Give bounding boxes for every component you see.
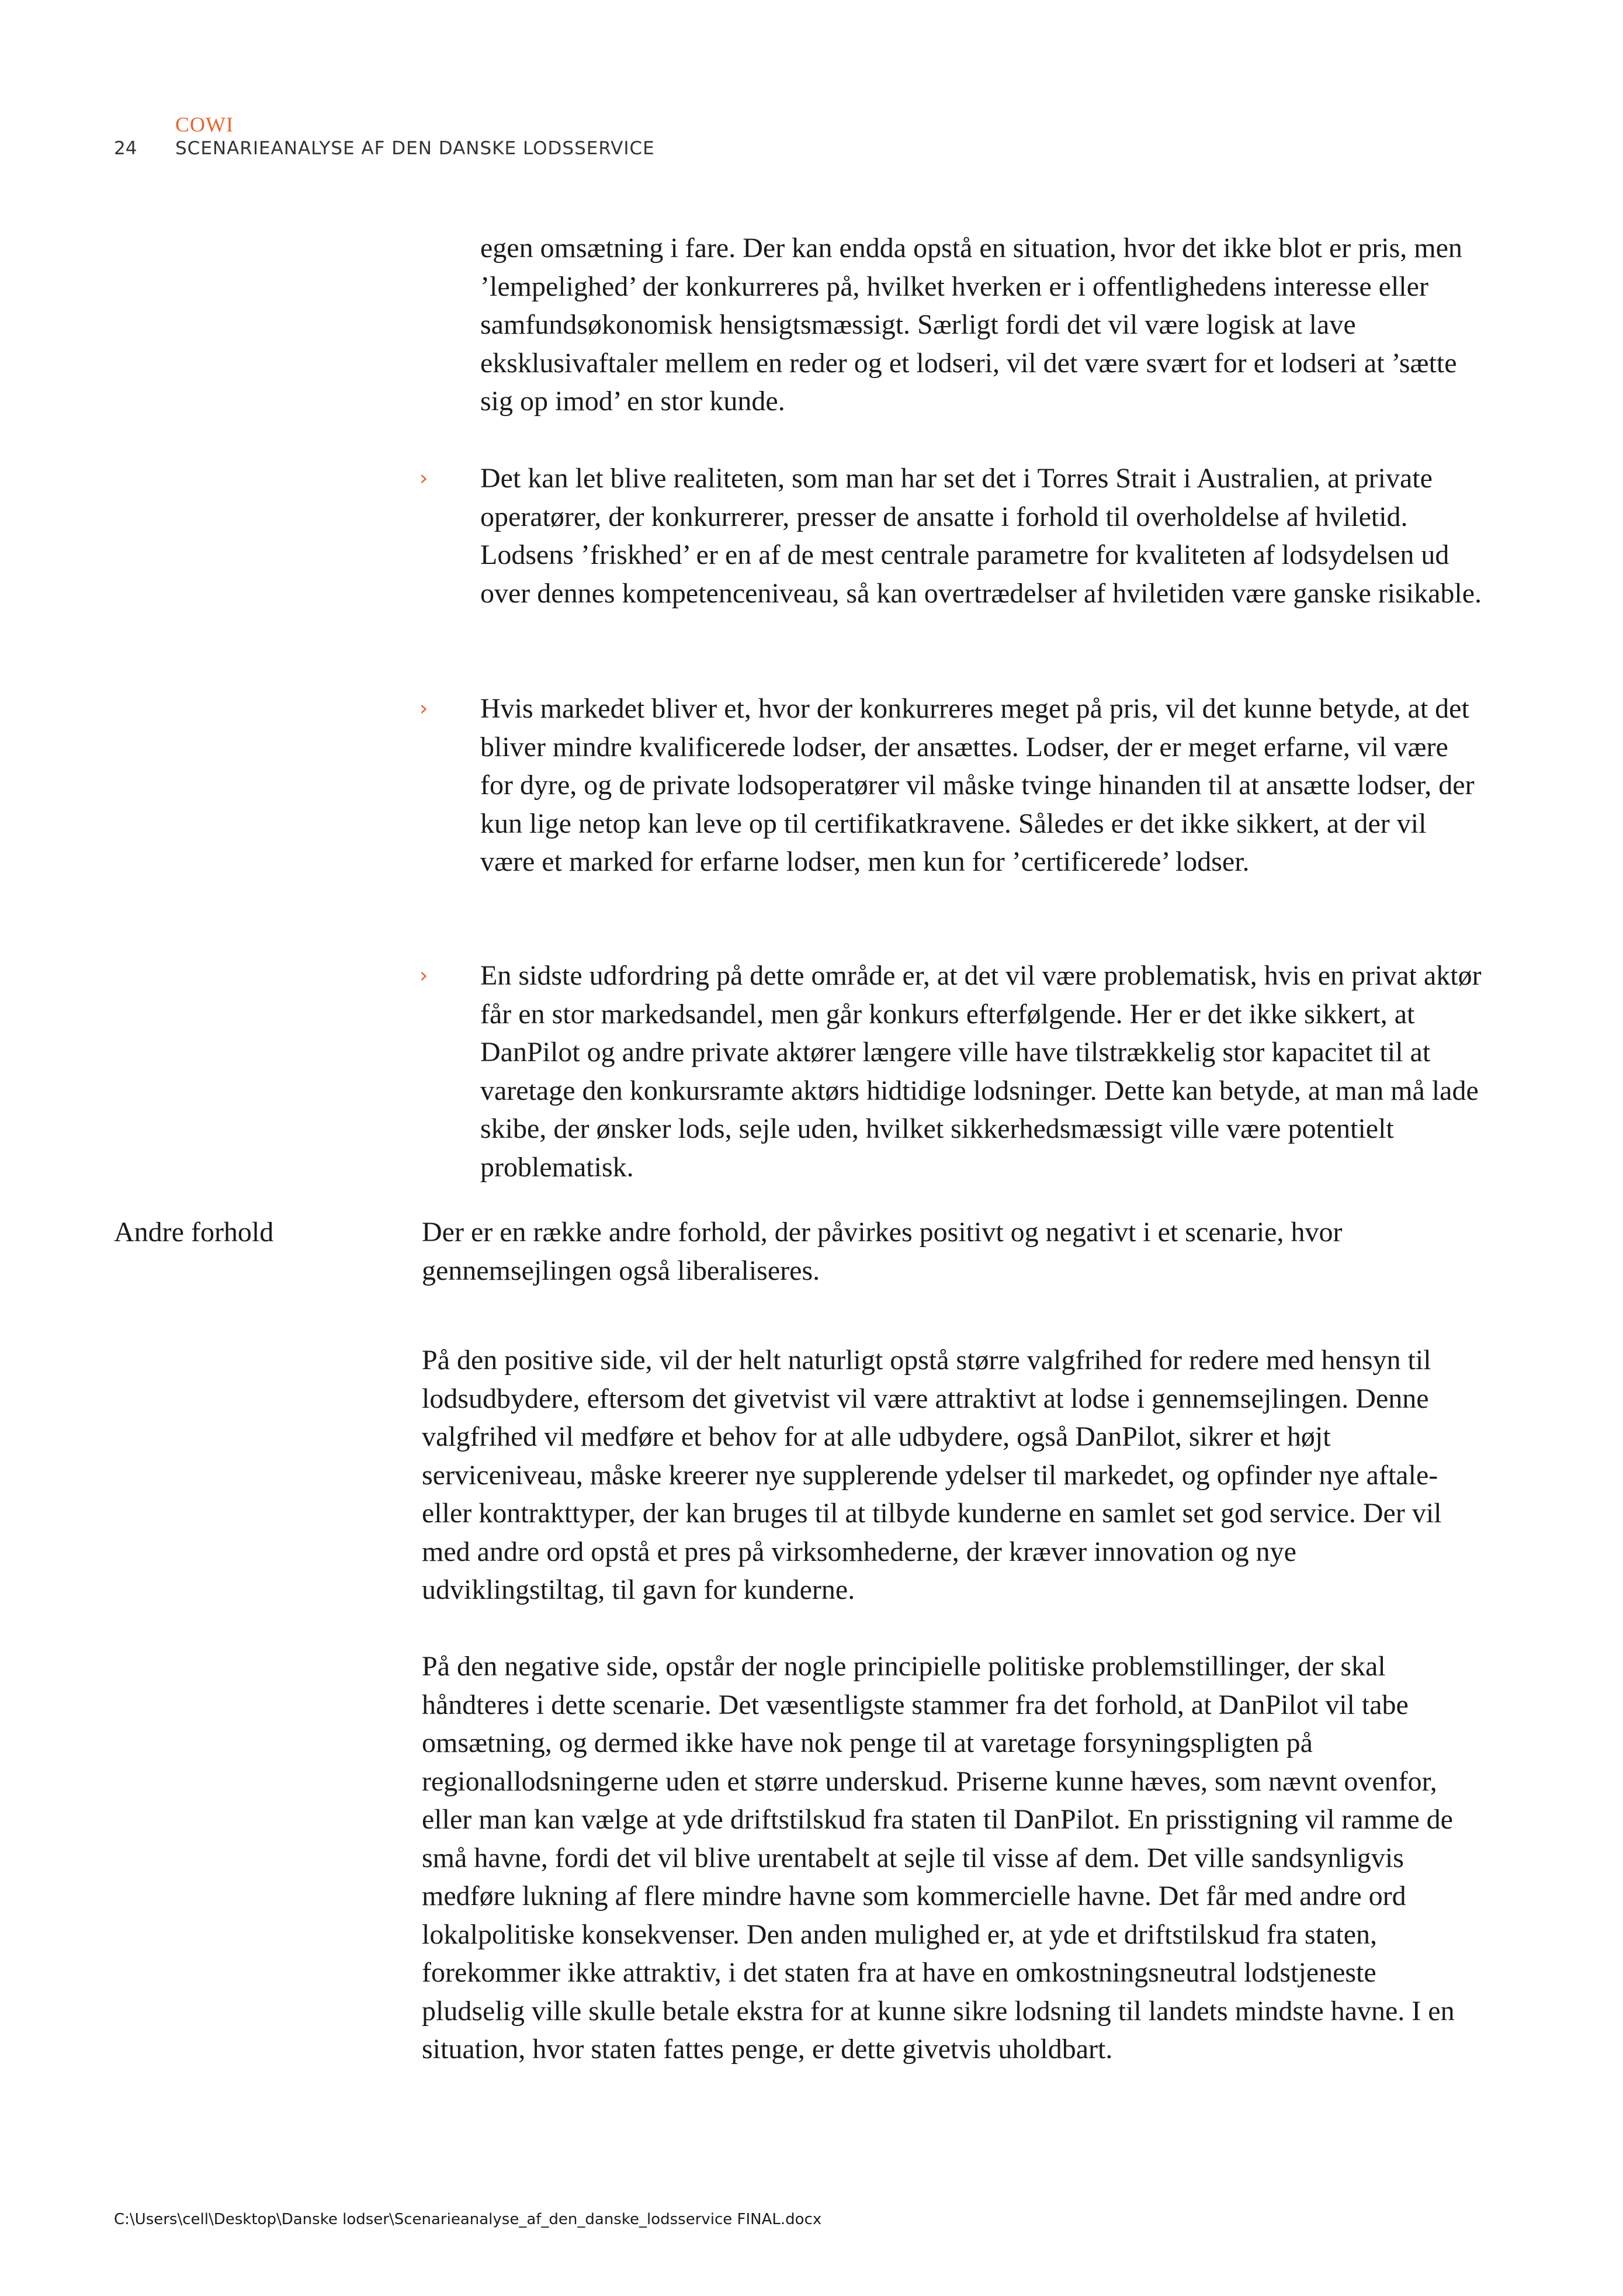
section-side-label: Andre forhold — [114, 1217, 274, 1248]
chevron-right-icon: › — [419, 964, 428, 988]
bullet-text: En sidste udfordring på dette område er, at det vil være problematisk, hvis en privat aktør får en stor markedsandel, men går konkurs efterfølgende. Her er det ikke sikkert, at DanPilot og andre private aktører længere ville have tilstrækkelig stor kapacitet til at varetage den konkursramte aktørs hidtidige lodsninger. Dette kan betyde, at man må lade skibe, der ønsker lods, sejle uden, hvilket sikkerhedsmæssigt ville være potentielt problematisk. — [480, 960, 1482, 1183]
page-number: 24 — [114, 138, 137, 159]
intro-paragraph: egen omsætning i fare. Der kan endda opstå en situation, hvor det ikke blot er pris, men ’lempelighed’ der konkurreres på, hvilket hverken er i offentlighedens interesse eller samfundsøkonomisk hensigtsmæssigt. Særligt fordi det vil være logisk at lave eksklusivaftaler mellem en reder og et lodseri, vil det være svært for et lodseri at ’sætte sig op imod’ en stor kunde. — [480, 233, 1462, 417]
chevron-right-icon: › — [419, 466, 428, 490]
running-title: SCENARIEANALYSE AF DEN DANSKE LODSSERVICE — [175, 138, 655, 159]
bullet-text: Det kan let blive realiteten, som man har set det i Torres Strait i Australien, at private operatører, der konkurrerer, presser de ansatte i forhold til overholdelse af hviletid. Lodsens ’friskhed’ er en af de mest centrale parametre for kvaliteten af lodsydelsen ud over dennes kompetenceniveau, så kan overtrædelser af hviletiden være ganske risikable. — [480, 463, 1482, 609]
cowi-logo: COWI — [175, 113, 234, 136]
bullet-text: Hvis markedet bliver et, hvor der konkurreres meget på pris, vil det kunne betyde, at det bliver mindre kvalificerede lodser, der ansættes. Lodser, der er meget erfarne, vil være for dyre, og de private lodsoperatører vil måske tvinge hinanden til at ansætte lodser, der kun lige netop kan leve op til certifikatkravene. Således er det ikke sikkert, at der vil være et marked for erfarne lodser, men kun for ’certificerede’ lodser. — [480, 693, 1475, 877]
section-paragraph-1: Der er en række andre forhold, der påvirkes positivt og negativt i et scenarie, hvor gennemsejlingen også liberaliseres. — [422, 1217, 1343, 1286]
section-paragraph-3: På den negative side, opstår der nogle principielle politiske problemstillinger, der skal håndteres i dette scenarie. Det væsentligste stammer fra det forhold, at DanPilot vil tabe omsætning, og dermed ikke have nok penge til at varetage forsyningspligten på regionallodsningerne uden et større underskud. Priserne kunne hæves, som nævnt ovenfor, eller man kan vælge at yde driftstilskud fra staten til DanPilot. En prisstigning vil ramme de små havne, fordi det vil blive urentabelt at sejle til visse af dem. Det ville sandsynligvis medføre lukning af flere mindre havne som kommercielle havne. Det får med andre ord lokalpolitiske konsekvenser. Den anden mulighed er, at yde et driftstilskud fra staten, forekommer ikke attraktiv, i det staten fra at have en omkostningsneutral lodstjeneste pludselig ville skulle betale ekstra for at kunne sikre lodsning til landets mindste havne. I en situation, hvor staten fattes penge, er dette givetvis uholdbart. — [422, 1651, 1455, 2065]
section-paragraph-2: På den positive side, vil der helt naturligt opstå større valgfrihed for redere med hensyn til lodsudbydere, eftersom det givetvist vil være attraktivt at lodse i gennemsejlingen. Denne valgfrihed vil medføre et behov for at alle udbydere, også DanPilot, sikrer et højt serviceniveau, måske kreerer nye supplerende ydelser til markedet, og opfinder nye aftale- eller kontrakttyper, der kan bruges til at tilbyde kunderne en samlet set god service. Der vil med andre ord opstå et pres på virksomhederne, der kræver innovation og nye udviklingstiltag, til gavn for kunderne. — [422, 1345, 1442, 1605]
footer-file-path: C:\Users\cell\Desktop\Danske lodser\Scenarieanalyse_af_den_danske_lodsservice FINAL.docx — [114, 2211, 822, 2228]
chevron-right-icon: › — [419, 697, 428, 721]
